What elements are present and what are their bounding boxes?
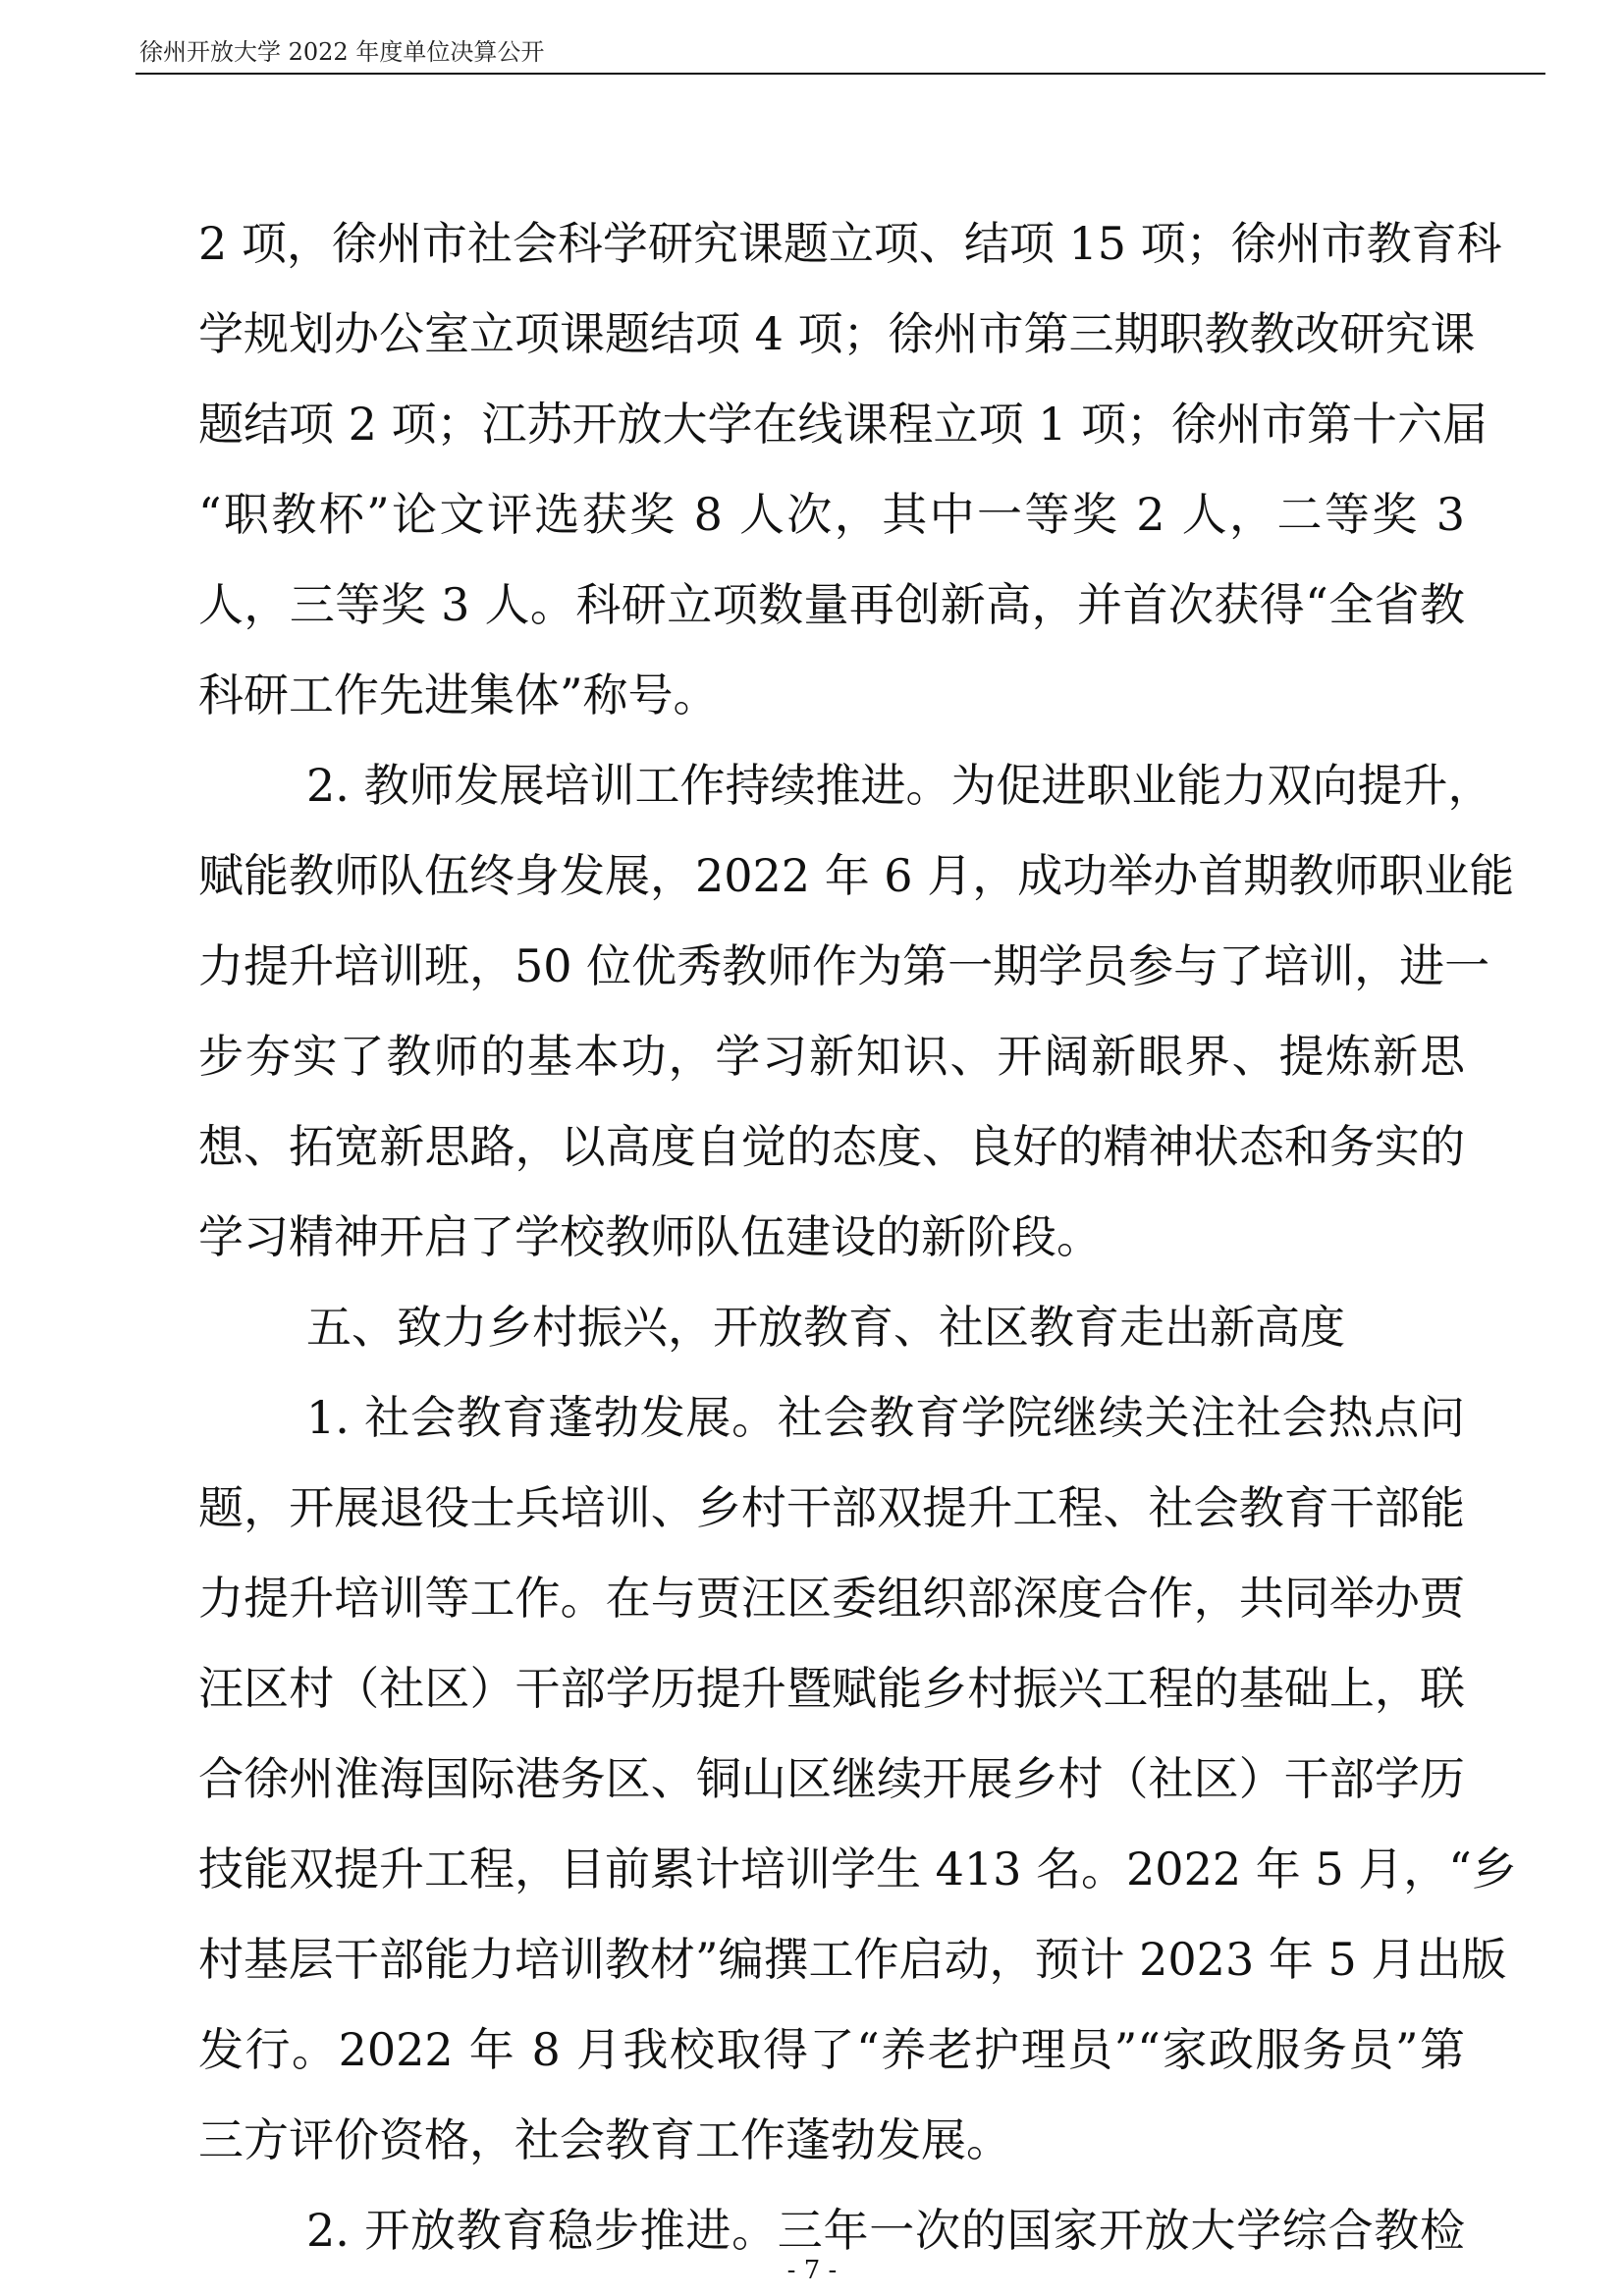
document-body [198,198,1517,2275]
text-line: 技能双提升工程，目前累计培训学生 413 名。2022 年 5 月，“乡 [198,1842,1517,1896]
text-line: 步夯实了教师的基本功，学习新知识、开阔新眼界、提炼新思 [198,1030,1465,1083]
text-line: 力提升培训等工作。在与贾汪区委组织部深度合作，共同举办贾 [198,1572,1465,1625]
text-line: 发行。2022 年 8 月我校取得了“养老护理员”“家政服务员”第 [198,2023,1465,2076]
text-line: 题，开展退役士兵培训、乡村干部双提升工程、社会教育干部能 [198,1481,1465,1534]
text-line: 汪区村（社区）干部学历提升暨赋能乡村振兴工程的基础上，联 [198,1662,1465,1715]
text-line: 力提升培训班，50 位优秀教师作为第一期学员参与了培训，进一 [198,939,1490,992]
paragraph-first-line: 2. 开放教育稳步推进。三年一次的国家开放大学综合教检 [306,2204,1465,2257]
page-number: - 7 - [786,2256,838,2285]
paragraph-first-line: 2. 教师发展培训工作持续推进。为促进职业能力双向提升， [306,759,1493,812]
paragraph-first-line: 1. 社会教育蓬勃发展。社会教育学院继续关注社会热点问 [306,1391,1465,1444]
text-line: “职教杯”论文评选获奖 8 人次，其中一等奖 2 人，二等奖 3 [198,488,1465,541]
text-line: 三方评价资格，社会教育工作蓬勃发展。 [198,2113,1011,2166]
text-line: 村基层干部能力培训教材”编撰工作启动，预计 2023 年 5 月出版 [198,1933,1507,1986]
text-line: 2 项，徐州市社会科学研究课题立项、结项 15 项；徐州市教育科 [198,217,1502,270]
text-line: 学习精神开启了学校教师队伍建设的新阶段。 [198,1210,1102,1263]
text-line: 人，三等奖 3 人。科研立项数量再创新高，并首次获得“全省教 [198,578,1465,631]
text-line: 合徐州淮海国际港务区、铜山区继续开展乡村（社区）干部学历 [198,1752,1465,1805]
text-line: 题结项 2 项；江苏开放大学在线课程立项 1 项；徐州市第十六届 [198,398,1489,451]
paragraph-first-line: 五、致力乡村振兴，开放教育、社区教育走出新高度 [306,1301,1345,1354]
header-divider [135,73,1545,75]
text-line: 赋能教师队伍终身发展，2022 年 6 月，成功举办首期教师职业能 [198,849,1515,902]
text-line: 学规划办公室立项课题结项 4 项；徐州市第三期职教教改研究课 [198,307,1476,360]
text-line: 科研工作先进集体”称号。 [198,668,719,721]
text-line: 想、拓宽新思路，以高度自觉的态度、良好的精神状态和务实的 [198,1120,1465,1173]
header-title: 徐州开放大学 2022 年度单位决算公开 [139,38,545,66]
